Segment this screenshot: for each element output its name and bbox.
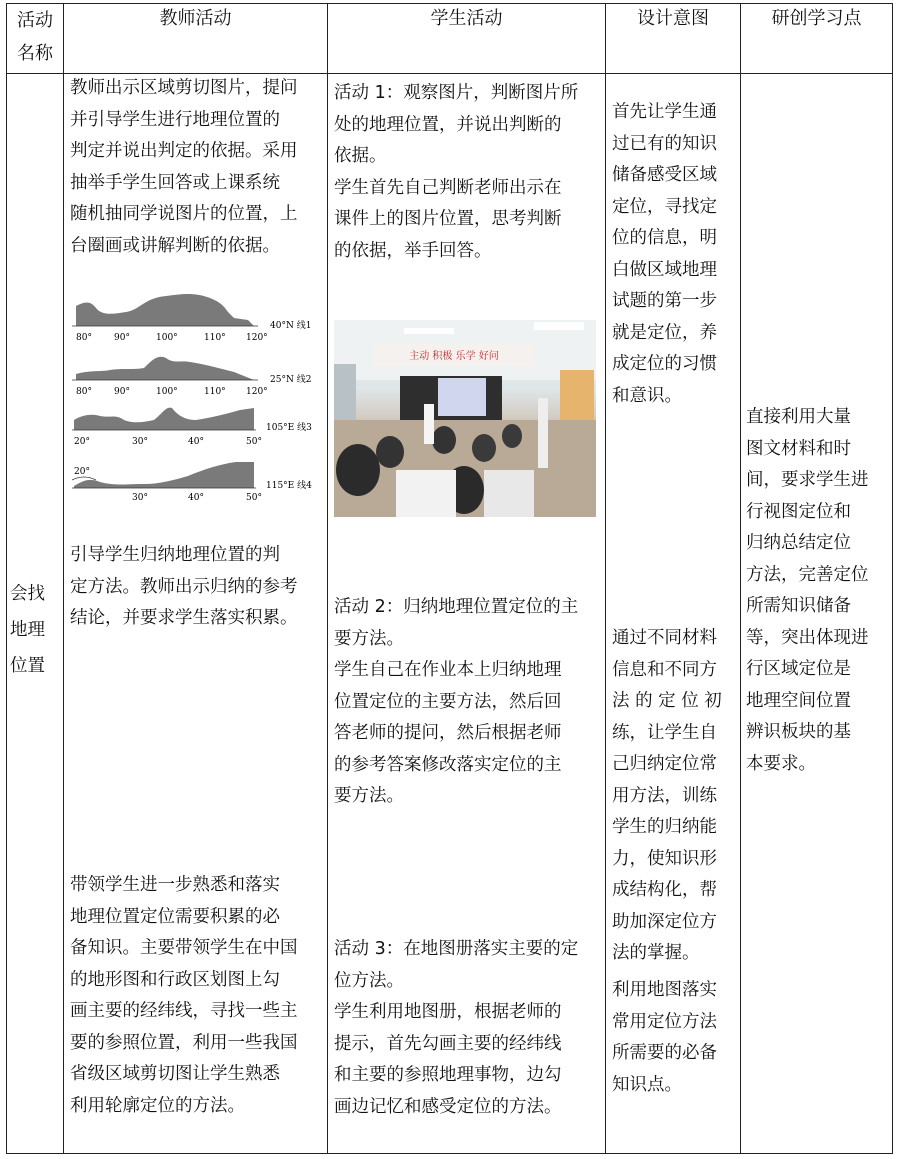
profile2-tick: 100° xyxy=(156,387,178,397)
header-teacher: 教师活动 xyxy=(159,8,232,29)
profile2-tick: 90° xyxy=(114,387,130,397)
profile1-tick: 110° xyxy=(204,333,226,343)
row-activity-name: 会找 地理 位置 xyxy=(10,584,45,676)
profile3-tick: 50° xyxy=(246,437,262,447)
photo-banner-text: 主动 积极 乐学 好问 xyxy=(409,351,499,362)
header-activity-name: 活动 名称 xyxy=(17,10,53,64)
student-paragraph-1: 活动 1：观察图片，判断图片所 处的地理位置，并说出判断的 依据。 学生首先自己判断老师出示在 课件上的图片位置，思考判断 的依据，举手回答。 xyxy=(334,83,579,261)
profile1-tick: 120° xyxy=(246,333,268,343)
table-border xyxy=(63,3,64,1154)
profile2-tick: 120° xyxy=(246,387,268,397)
teacher-paragraph-2: 引导学生归纳地理位置的判 定方法。教师出示归纳的参考 结论，并要求学生落实积累。 xyxy=(70,545,298,628)
design-paragraph-1: 首先让学生通 过已有的知识 储备感受区域 定位，寻找定 位的信息，明 白做区域地理 试题的第一步 就是定位，养 成定位的习惯 和意识。 xyxy=(612,102,717,406)
header-design: 设计意图 xyxy=(637,8,709,29)
table-border xyxy=(6,1153,893,1154)
table-border xyxy=(605,3,606,1154)
profile3-tick: 40° xyxy=(188,437,204,447)
header-student: 学生活动 xyxy=(430,8,503,29)
research-paragraph: 直接利用大量 图文材料和时 间，要求学生进 行视图定位和 归纳总结定位 方法，完善定位 所需知识储备 等，突出体现进 行区域定位是 地理空间位置 辨识板块的基 本要求。 xyxy=(746,407,869,774)
profile4-tick: 30° xyxy=(132,493,148,503)
student-paragraph-3: 活动 3：在地图册落实主要的定 位方法。 学生利用地图册，根据老师的 提示，首先勾画主要的经纬线 和主要的参照地理事物，边勾 画边记忆和感受定位的方法。 xyxy=(334,939,579,1117)
profile1-label: 40°N 线1 xyxy=(270,321,312,331)
profile1-tick: 90° xyxy=(114,333,130,343)
teacher-paragraph-1: 教师出示区域剪切图片，提问 并引导学生进行地理位置的 判定并说出判定的依据。采用 抽举手学生回答或上课系统 随机抽同学说图片的位置，上 台圈画或讲解判断的依据。 xyxy=(70,78,298,256)
table-border xyxy=(740,3,741,1154)
table-border xyxy=(892,3,893,1154)
design-paragraph-3: 利用地图落实 常用定位方法 所需要的必备 知识点。 xyxy=(612,980,717,1095)
terrain-profiles-figure xyxy=(70,290,322,505)
profile1-tick: 80° xyxy=(76,333,92,343)
profile3-tick: 20° xyxy=(74,437,90,447)
design-paragraph-2: 通过不同材料 信息和不同方 法 的 定 位 初 练，让学生自 己归纳定位常 用方法，训练 学生的归纳能 力，使知识形 成结构化，帮 助加深定位方 法的掌握。 xyxy=(612,628,722,963)
header-research: 研创学习点 xyxy=(771,8,862,29)
profile4-label: 115°E 线4 xyxy=(266,481,312,491)
teacher-paragraph-3: 带领学生进一步熟悉和落实 地理位置定位需要积累的必 备知识。主要带领学生在中国 的地形图和行政区划图上勾 画主要的经纬线，寻找一些主 要的参照位置，利用一些我国 省级区域剪切图让学生熟悉 利用轮廓定位的方法。 xyxy=(70,875,298,1116)
profile3-label: 105°E 线3 xyxy=(266,423,312,433)
profile4-tick: 20° xyxy=(74,467,90,477)
profile-line2 xyxy=(72,357,258,380)
student-paragraph-2: 活动 2：归纳地理位置定位的主 要方法。 学生自己在作业本上归纳地理 位置定位的主要方法，然后回 答老师的提问，然后根据老师 的参考答案修改落实定位的主 要方法。 xyxy=(334,597,579,806)
profile2-label: 25°N 线2 xyxy=(270,375,312,385)
table-border xyxy=(327,3,328,1154)
classroom-photo xyxy=(334,320,596,517)
profile-line3 xyxy=(72,408,256,430)
classroom-photo-illustration xyxy=(334,320,596,517)
profile4-tick: 40° xyxy=(188,493,204,503)
profile4-tick: 50° xyxy=(246,493,262,503)
profile2-tick: 80° xyxy=(76,387,92,397)
profile3-tick: 30° xyxy=(132,437,148,447)
table-border xyxy=(6,3,7,1154)
profile-line4 xyxy=(72,462,256,488)
profile2-tick: 110° xyxy=(204,387,226,397)
profile1-tick: 100° xyxy=(156,333,178,343)
profile-line1 xyxy=(72,294,258,326)
